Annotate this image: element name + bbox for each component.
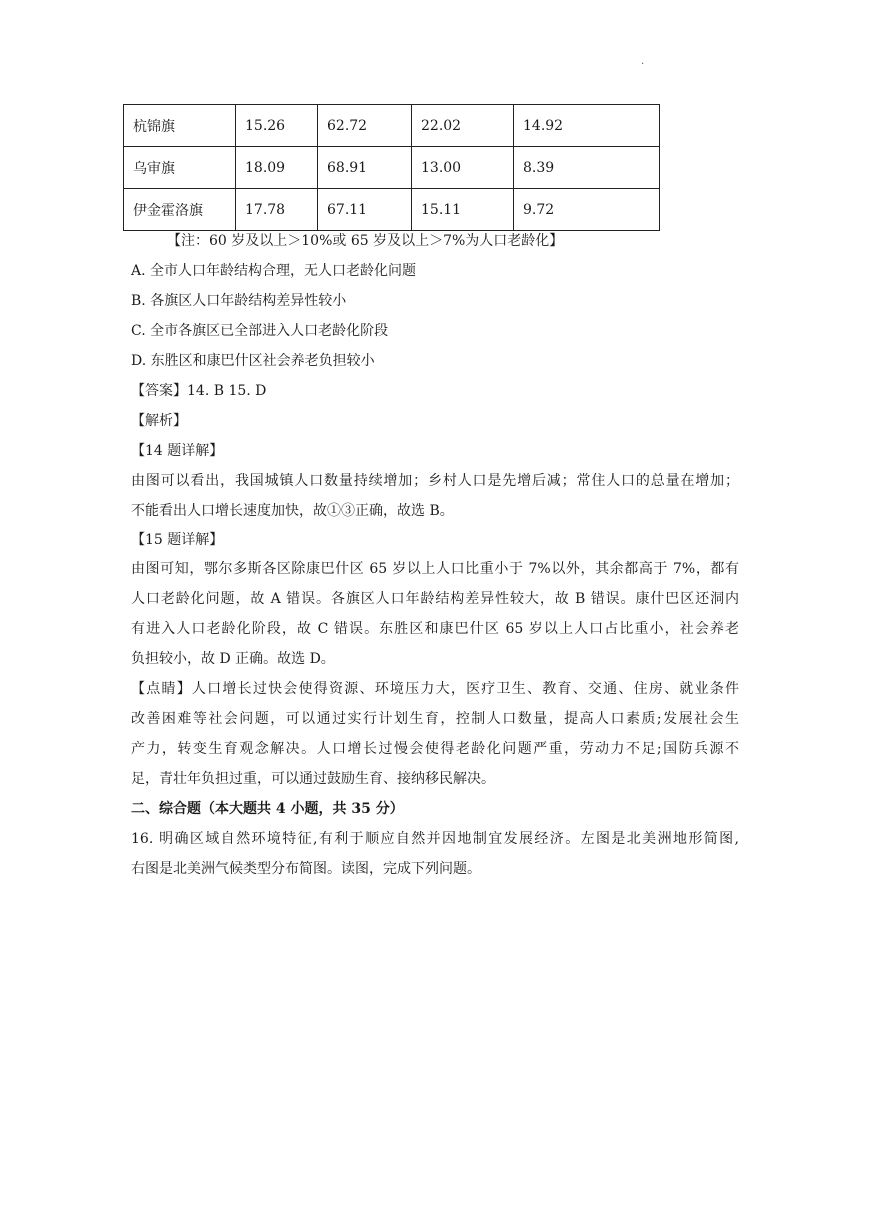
q14-line: 不能看出人口增长速度加快，故①③正确，故选 B。 [131,503,454,519]
table-cell: 乌审旗 [124,147,236,189]
q15-line: 负担较小，故 D 正确。故选 D。 [131,651,335,667]
page-dot: . [641,56,645,67]
option-c: C. 全市各旗区已全部进入人口老龄化阶段 [131,323,389,339]
q15-line: 人口老龄化问题，故 A 错误。各旗区人口年龄结构差异性较大，故 B 错误。康什巴区还洞内 [131,591,739,607]
q15-line: 由图可知，鄂尔多斯各区除康巴什区 65 岁以上人口比重小于 7%以外，其余都高于 7%，都有 [131,561,739,577]
dianjing-line: 足，青壮年负担过重，可以通过鼓励生育、接纳移民解决。 [131,771,495,787]
q16-line: 右图是北美洲气候类型分布简图。读图，完成下列问题。 [131,861,481,877]
table-cell: 8.39 [514,147,660,189]
q14-line: 由图可以看出，我国城镇人口数量持续增加；乡村人口是先增后减；常住人口的总量在增加； [131,473,739,489]
table-cell: 68.91 [318,147,412,189]
answer-line: 【答案】14. B 15. D [131,383,267,399]
q15-title: 【15 题详解】 [131,532,224,548]
table-cell: 15.11 [412,189,514,231]
dianjing-line: 产力，转变生育观念解决。人口增长过慢会使得老龄化问题严重，劳动力不足;国防兵源不 [131,741,739,757]
table-cell: 22.02 [412,105,514,147]
section-heading: 二、综合题（本大题共 4 小题，共 35 分） [131,801,404,817]
table-cell: 67.11 [318,189,412,231]
dianjing-line: 【点睛】人口增长过快会使得资源、环境压力大，医疗卫生、教育、交通、住房、就业条件 [131,681,739,697]
q16-line: 16. 明确区域自然环境特征,有利于顺应自然并因地制宜发展经济。左图是北美洲地形简图, [131,831,739,847]
table-cell: 伊金霍洛旗 [124,189,236,231]
option-a: A. 全市人口年龄结构合理，无人口老龄化问题 [131,263,417,279]
table-note: 【注：60 岁及以上＞10%或 65 岁及以上＞7%为人口老龄化】 [167,233,564,249]
table-row [124,147,660,189]
population-table [123,104,660,231]
option-b: B. 各旗区人口年龄结构差异性较小 [131,293,347,309]
option-d: D. 东胜区和康巴什区社会养老负担较小 [131,353,375,369]
q14-title: 【14 题详解】 [131,443,224,459]
analysis-title: 【解析】 [131,413,187,429]
table-row [124,105,660,147]
table-cell: 13.00 [412,147,514,189]
table-cell: 14.92 [514,105,660,147]
q15-line: 有进入人口老龄化阶段，故 C 错误。东胜区和康巴什区 65 岁以上人口占比重小，社会养老 [131,621,739,637]
dianjing-line: 改善困难等社会问题，可以通过实行计划生育，控制人口数量，提高人口素质;发展社会生 [131,711,739,727]
table-cell: 9.72 [514,189,660,231]
table-row [124,189,660,231]
table-cell: 18.09 [236,147,318,189]
table-cell: 62.72 [318,105,412,147]
table-cell: 杭锦旗 [124,105,236,147]
table-cell: 17.78 [236,189,318,231]
table-cell: 15.26 [236,105,318,147]
